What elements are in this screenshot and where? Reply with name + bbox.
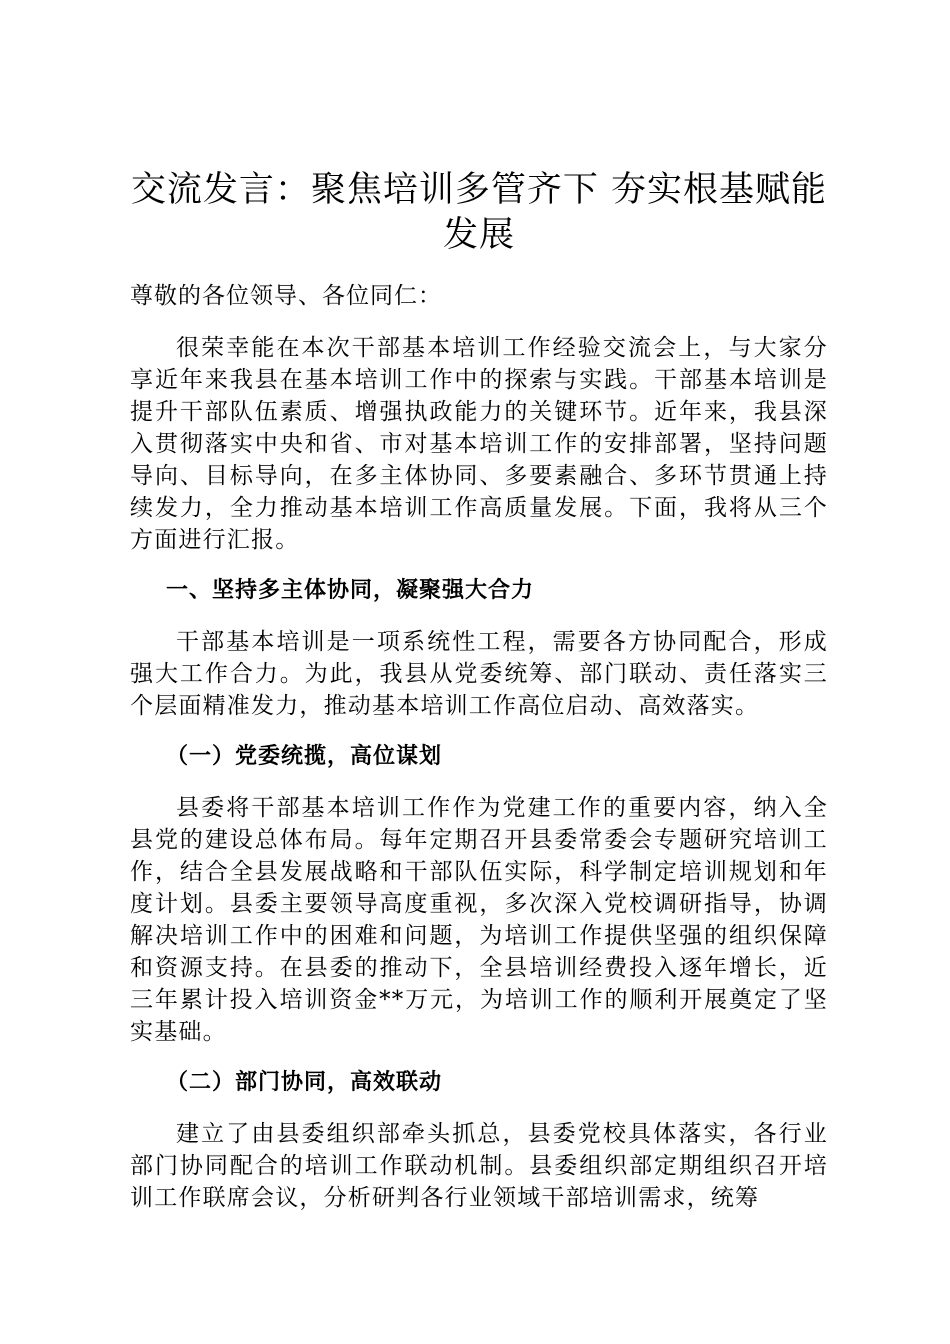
document-body [130,168,828,1233]
intro-paragraph: 很荣幸能在本次干部基本培训工作经验交流会上，与大家分享近年来我县在基本培训工作中的探索与实践。干部基本培训是提升干部队伍素质、增强执政能力的关键环节。近年来，我县深入贯彻落实中央和省、市对基本培训工作的安排部署，坚持问题导向、目标导向，在多主体协同、多要素融合、多环节贯通上持续发力，全力推动基本培训工作高质量发展。下面，我将从三个方面进行汇报。 [130,335,828,553]
section-heading-1: 一、坚持多主体协同，凝聚强大合力 [166,578,535,603]
subsection-heading-1: （一）党委统揽，高位谋划 [166,744,443,769]
salutation: 尊敬的各位领导、各位同仁： [130,283,442,309]
subsection-1-paragraph: 县委将干部基本培训工作作为党建工作的重要内容，纳入全县党的建设总体布局。每年定期召开县委常委会专题研究培训工作，结合全县发展战略和干部队伍实际，科学制定培训规划和年度计划。县委主要领导高度重视，多次深入党校调研指导，协调解决培训工作中的困难和问题，为培训工作提供坚强的组织保障和资源支持。在县委的推动下，全县培训经费投入逐年增长，近三年累计投入培训资金**万元，为培训工作的顺利开展奠定了坚实基础。 [130,795,828,1045]
subsection-2-paragraph: 建立了由县委组织部牵头抓总，县委党校具体落实，各行业部门协同配合的培训工作联动机制。县委组织部定期组织召开培训工作联席会议，分析研判各行业领域干部培训需求，统筹 [130,1121,828,1211]
subsection-heading-2: （二）部门协同，高效联动 [166,1070,443,1095]
section-1-paragraph: 干部基本培训是一项系统性工程，需要各方协同配合，形成强大工作合力。为此，我县从党委统筹、部门联动、责任落实三个层面精准发力，推动基本培训工作高位启动、高效落实。 [130,629,828,719]
document-title: 交流发言：聚焦培训多管齐下 夯实根基赋能发展 [130,170,828,255]
